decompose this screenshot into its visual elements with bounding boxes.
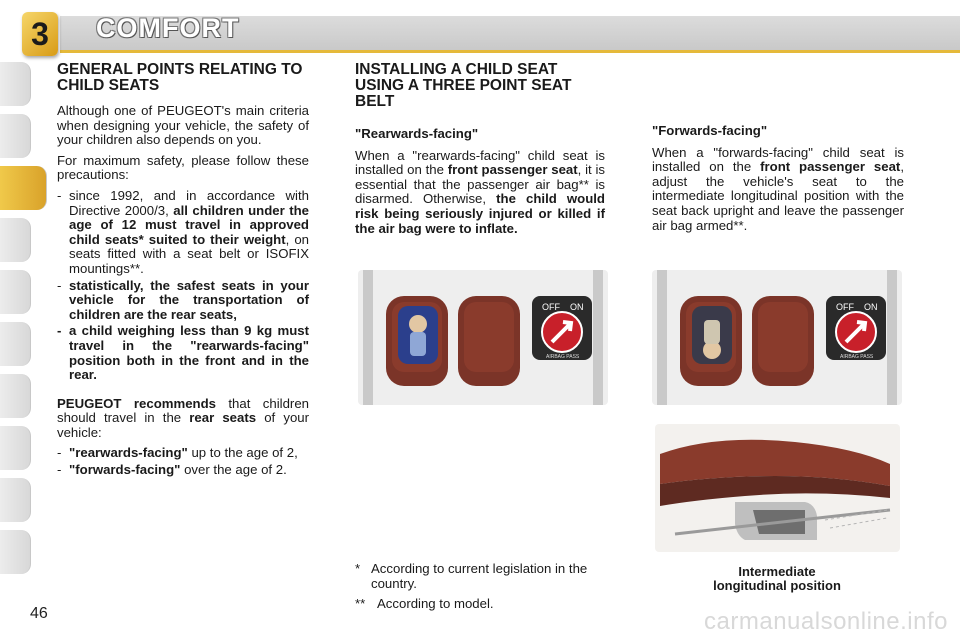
side-tab-9[interactable] bbox=[0, 478, 31, 522]
footnote: * According to current legislation in the country. bbox=[355, 561, 588, 591]
section-heading-installing: INSTALLING A CHILD SEAT USING A THREE POINT SEAT BELT bbox=[355, 61, 572, 110]
footnote: ** According to model. bbox=[355, 596, 494, 612]
middle-column bbox=[355, 62, 605, 242]
car-interior-rear-facing-drawing bbox=[358, 270, 608, 405]
paragraph-rearwards: When a "rearwards-facing" child seat is installed on the front passenger seat, it is essential that the passenger air bag** is disarmed. Otherwise, the child would risk being seriously injured or killed if the air bag were to inflate. bbox=[355, 147, 606, 236]
subheading-forwards: "Forwards-facing" bbox=[652, 123, 768, 138]
list-item: - "rearwards-facing" up to the age of 2, bbox=[57, 445, 298, 461]
switch-off-label: OFF bbox=[836, 302, 854, 312]
side-tab-6[interactable] bbox=[0, 322, 31, 366]
paragraph-intro: Although one of PEUGEOT's main criteria when designing your vehicle, the safety of your children also depends on you. bbox=[57, 103, 309, 148]
paragraph-precautions: For maximum safety, please follow these precautions: bbox=[57, 152, 309, 183]
subheading-rearwards: "Rearwards-facing" bbox=[355, 126, 479, 141]
page-title: COMFORT bbox=[96, 13, 240, 43]
side-tab-5[interactable] bbox=[0, 270, 31, 314]
list-item: - statistically, the safest seats in your vehicle for the transportation of children are the rear seats, bbox=[57, 277, 309, 322]
footnotes bbox=[355, 562, 607, 618]
switch-on-label: ON bbox=[864, 302, 878, 312]
section-heading-general: GENERAL POINTS RELATING TO CHILD SEATS bbox=[57, 61, 303, 94]
paragraph-recommends: PEUGEOT recommends that children should travel in the rear seats of your vehicle: bbox=[57, 395, 310, 440]
page-number: 46 bbox=[30, 605, 48, 622]
car-interior-forward-facing-drawing bbox=[652, 270, 902, 405]
side-tab-8[interactable] bbox=[0, 426, 31, 470]
switch-small-label: AIRBAG PASS bbox=[840, 354, 874, 360]
rearwards-facing-illustration bbox=[358, 270, 608, 405]
list-item: - since 1992, and in accordance with Directive 2000/3, all children under the age of 12 must travel in approved child seats* suited to their weight, on seats fitted with a seat belt or ISOFIX mountings**. bbox=[57, 187, 309, 276]
header-accent-stripe bbox=[60, 50, 960, 53]
side-tab-4[interactable] bbox=[0, 218, 31, 262]
side-tab-10[interactable] bbox=[0, 530, 31, 574]
side-tab-1[interactable] bbox=[0, 62, 31, 106]
list-item: - "forwards-facing" over the age of 2. bbox=[57, 462, 287, 478]
age-list bbox=[57, 446, 309, 477]
figure-caption: Intermediate longitudinal position bbox=[713, 564, 841, 593]
switch-on-label: ON bbox=[570, 302, 584, 312]
seat-side-view-illustration bbox=[655, 424, 900, 552]
paragraph-forwards: When a "forwards-facing" child seat is installed on the front passenger seat, adjust the vehicle's seat to the intermediate longitudinal position with the seat back upright and leave the passenger air bag armed**. bbox=[652, 144, 904, 233]
switch-off-label: OFF bbox=[542, 302, 560, 312]
chapter-badge: 3 bbox=[22, 12, 58, 56]
list-item: - a child weighing less than 9 kg must travel in the "rearwards-facing" position both in the front and in the rear. bbox=[57, 323, 309, 383]
switch-small-label: AIRBAG PASS bbox=[546, 354, 580, 360]
seat-rail-drawing bbox=[655, 424, 900, 552]
precautions-list bbox=[57, 189, 309, 383]
watermark: carmanualsonline.info bbox=[704, 608, 948, 635]
chapter-side-tabs bbox=[0, 62, 32, 572]
side-tab-7[interactable] bbox=[0, 374, 31, 418]
right-column bbox=[652, 124, 904, 239]
forwards-facing-illustration bbox=[652, 270, 902, 405]
side-tab-2[interactable] bbox=[0, 114, 31, 158]
left-column bbox=[57, 62, 309, 480]
side-tab-3-active[interactable] bbox=[0, 166, 47, 210]
